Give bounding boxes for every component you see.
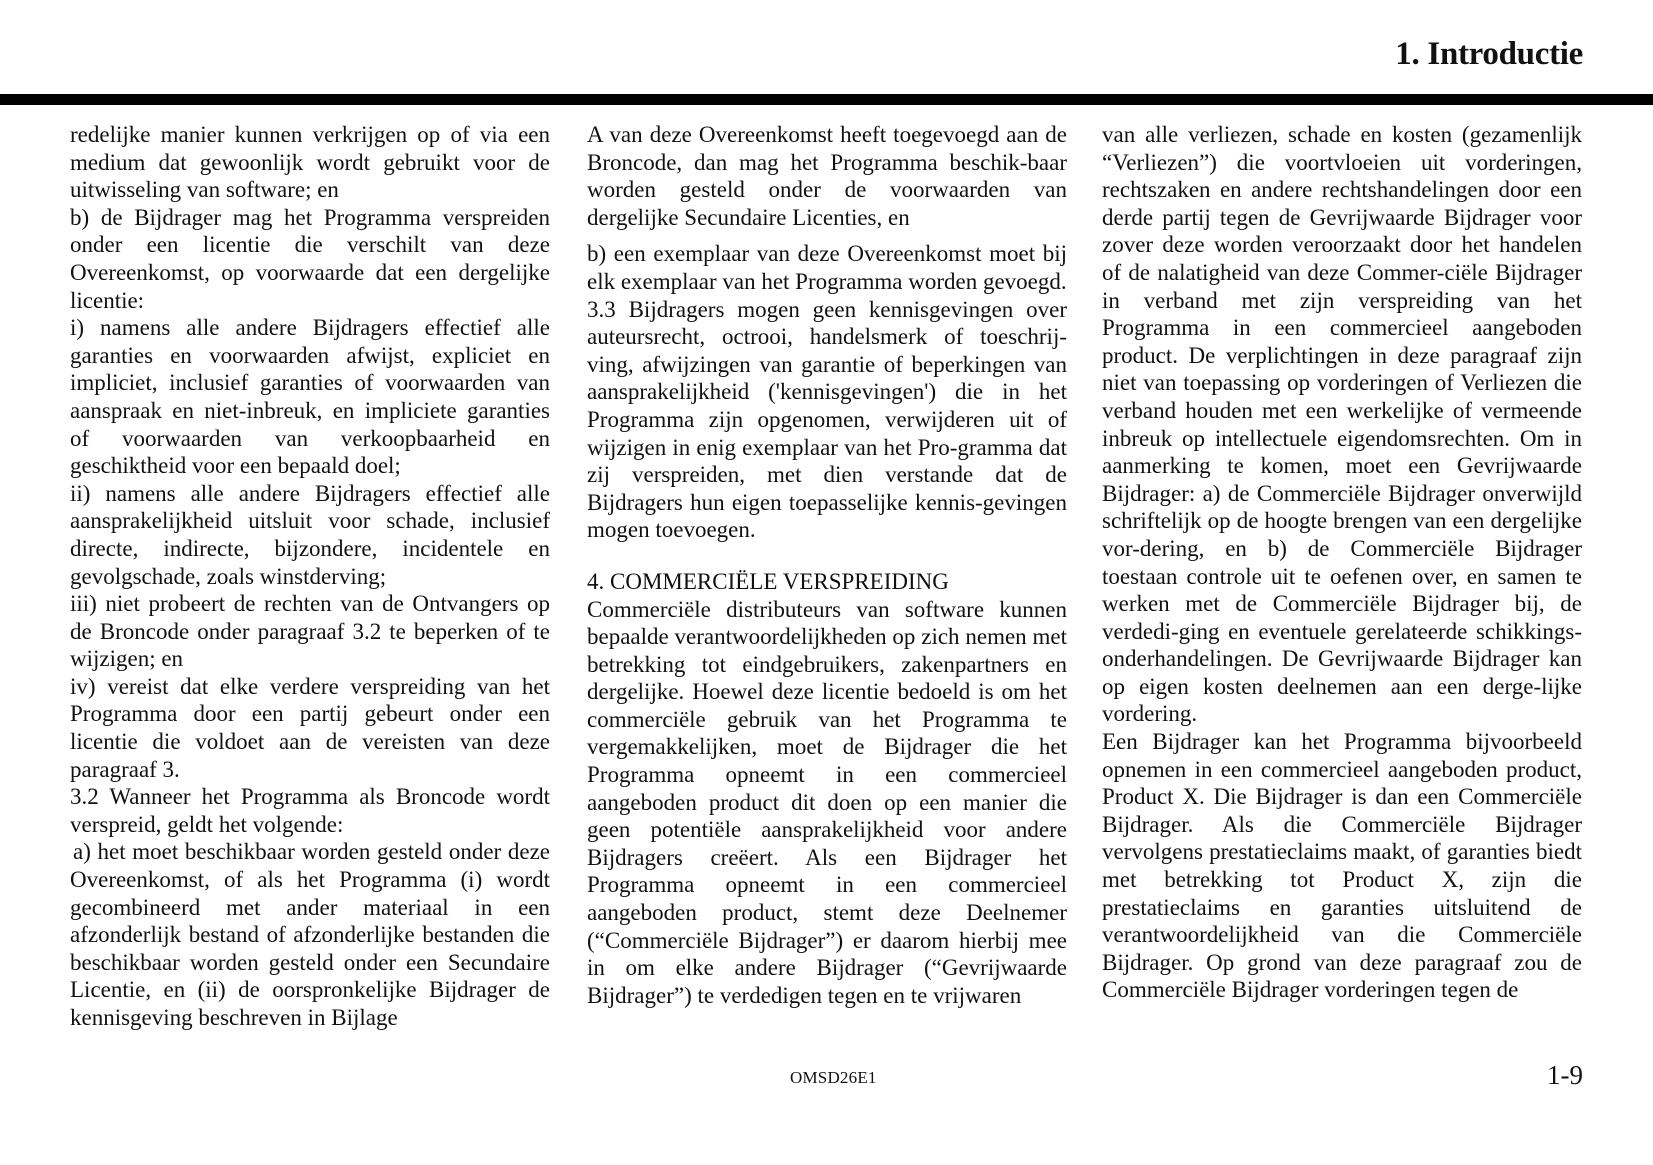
header-rule (0, 94, 1653, 105)
paragraph: 3.2 Wanneer het Programma als Broncode wordt verspreid, geldt het volgende: (70, 784, 550, 837)
paragraph: ii) namens alle andere Bijdragers effectief alle aansprakelijkheid uitsluit voor schade, inclusief directe, indirecte, bijzondere, incidentele en gevolgschade, zoals winstderving; (70, 480, 550, 589)
text-column-3 (1102, 121, 1582, 1004)
paragraph: 3.3 Bijdragers mogen geen kennisgevingen over auteursrecht, octrooi, handelsmerk of toeschrij-ving, afwijzingen van garantie of beperkingen van aansprakelijkheid ('kennisgevingen') die in het Programma zijn opgenomen, verwijderen uit of wijzigen in enig exemplaar van het Pro-gramma dat zij verspreiden, met dien verstande dat de Bijdragers hun eigen toepasselijke kennis-gevingen mogen toevoegen. (587, 296, 1067, 543)
paragraph: b) de Bijdrager mag het Programma verspreiden onder een licentie die verschilt van deze Overeenkomst, op voorwaarde dat een dergelijke licentie: (70, 204, 550, 313)
text-column-2 (587, 121, 1067, 1009)
paragraph: Een Bijdrager kan het Programma bijvoorbeeld opnemen in een commercieel aangeboden product, Product X. Die Bijdrager is dan een Commerciële Bijdrager. Als die Commerciële Bijdrager vervolgens prestatieclaims maakt, of garanties biedt met betrekking tot Product X, zijn die prestatieclaims en garanties uitsluitend de verantwoordelijkheid van die Commerciële Bijdrager. Op grond van deze paragraaf zou de Commerciële Bijdrager vorderingen tegen de (1102, 729, 1582, 1003)
section-heading: 4. COMMERCIËLE VERSPREIDING (587, 568, 949, 594)
paragraph: a) het moet beschikbaar worden gesteld onder deze Overeenkomst, of als het Programma (i) wordt gecombineerd met ander materiaal in een afzonderlijk bestand of afzonderlijke bestanden die beschikbaar worden gesteld onder een Secundaire Licentie, en (ii) de oorspronkelijke Bijdrager de kennisgeving beschreven in Bijlage (70, 839, 550, 1030)
paragraph: iv) vereist dat elke verdere verspreiding van het Programma door een partij gebeurt onder een licentie die voldoet aan de vereisten van deze paragraaf 3. (70, 673, 550, 782)
paragraph: i) namens alle andere Bijdragers effectief alle garanties en voorwaarden afwijst, expliciet en impliciet, inclusief garanties of voorwaarden van aanspraak en niet-inbreuk, en impliciete garanties of voorwaarden van verkoopbaarheid en geschiktheid voor een bepaald doel; (70, 315, 550, 479)
paragraph: redelijke manier kunnen verkrijgen op of via een medium dat gewoonlijk wordt gebruikt voor de uitwisseling van software; en (70, 122, 550, 203)
paragraph: A van deze Overeenkomst heeft toegevoegd aan de Broncode, dan mag het Programma beschik-baar worden gesteld onder de voorwaarden van dergelijke Secundaire Licenties, en (587, 122, 1067, 230)
paragraph: Commerciële distributeurs van software kunnen bepaalde verantwoordelijkheden op zich nemen met betrekking tot eindgebruikers, zakenpartners en dergelijke. Hoewel deze licentie bedoeld is om het commerciële gebruik van het Programma te vergemakkelijken, moet de Bijdrager die het Programma opneemt in een commercieel aangeboden product dit doen op een manier die geen potentiële aansprakelijkheid voor andere Bijdragers creëert. Als een Bijdrager het Programma opneemt in een commercieel aangeboden product, stemt deze Deelnemer (“Commerciële Bijdrager”) er daarom hierbij mee in om elke andere Bijdrager (“Gevrijwaarde Bijdrager”) te verdedigen tegen en te vrijwaren (587, 596, 1067, 1008)
paragraph: van alle verliezen, schade en kosten (gezamenlijk “Verliezen”) die voortvloeien uit vorderingen, rechtszaken en andere rechtshandelingen door een derde partij tegen de Gevrijwaarde Bijdrager voor zover deze worden veroorzaakt door het handelen of de nalatigheid van deze Commer-ciële Bijdrager in verband met zijn verspreiding van het Programma in een commercieel aangeboden product. De verplichtingen in deze paragraaf zijn niet van toepassing op vorderingen of Verliezen die verband houden met een werkelijke of vermeende inbreuk op intellectuele eigendomsrechten. Om in aanmerking te komen, moet een Gevrijwaarde Bijdrager: a) de Commerciële Bijdrager onverwijld schriftelijk op de hoogte brengen van een dergelijke vor-dering, en b) de Commerciële Bijdrager toestaan controle uit te oefenen over, en samen te werken met de Commerciële Bijdrager bij, de verdedi-ging en eventuele gerelateerde schikkings-onderhandelingen. De Gevrijwaarde Bijdrager kan op eigen kosten deelnemen aan een derge-lijke vordering. (1102, 122, 1582, 727)
document-code: OMSD26E1 (790, 1068, 877, 1087)
page-number: 1-9 (1547, 1060, 1583, 1090)
paragraph: iii) niet probeert de rechten van de Ontvangers op de Broncode onder paragraaf 3.2 te beperken of te wijzigen; en (70, 591, 550, 672)
text-column-1 (70, 121, 550, 1032)
chapter-title: 1. Introductie (1395, 36, 1583, 72)
paragraph: b) een exemplaar van deze Overeenkomst moet bij elk exemplaar van het Programma worden gevoegd. (587, 241, 1067, 294)
